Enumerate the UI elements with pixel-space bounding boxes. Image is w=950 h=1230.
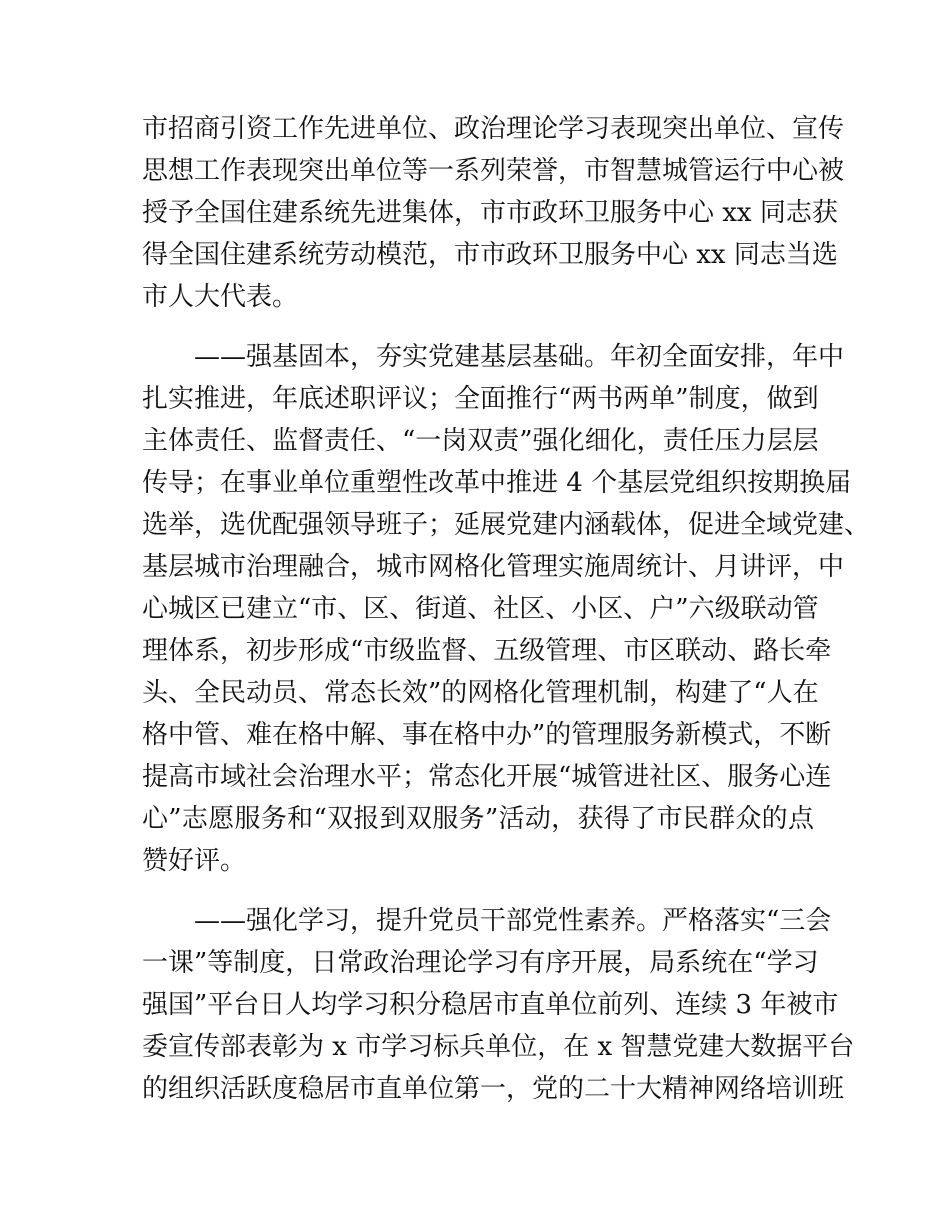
text-line: 心”志愿服务和“双报到双服务”活动，获得了市民群众的点 — [142, 804, 814, 834]
text-line: 的组织活跃度稳居市直单位第一，党的二十大精神网络培训班 — [142, 1074, 845, 1104]
text-line: 主体责任、监督责任、“一岗双责”强化细化，责任压力层层 — [142, 426, 819, 456]
text-line: ——强基固本，夯实党建基层基础。年初全面安排，年中 — [142, 342, 845, 372]
text-line: 提高市域社会治理水平；常态化开展“城管进社区、服务心连 — [142, 762, 832, 792]
text-line: 得全国住建系统劳动模范，市市政环卫服务中心 xx 同志当选 — [142, 240, 838, 270]
text-line: 市招商引资工作先进单位、政治理论学习表现突出单位、宣传 — [142, 114, 845, 144]
paragraph — [142, 900, 855, 1110]
text-line: ——强化学习，提升党员干部党性素养。严格落实“三会 — [142, 906, 832, 936]
document-body — [142, 108, 871, 1128]
text-line: 强国”平台日人均学习积分稳居市直单位前列、连续 3 年被市 — [142, 990, 839, 1020]
paragraph — [142, 336, 871, 882]
text-line: 基层城市治理融合，城市网格化管理实施周统计、月讲评，中 — [142, 552, 845, 582]
text-line: 授予全国住建系统先进集体，市市政环卫服务中心 xx 同志获 — [142, 198, 838, 228]
text-line: 选举，选优配强领导班子；延展党建内涵载体，促进全域党建、 — [142, 510, 871, 540]
text-line: 扎实推进，年底述职评议；全面推行“两书两单”制度，做到 — [142, 384, 819, 414]
text-line: 委宣传部表彰为 x 市学习标兵单位，在 x 智慧党建大数据平台 — [142, 1032, 855, 1062]
text-line: 传导；在事业单位重塑性改革中推进 4 个基层党组织按期换届 — [142, 468, 852, 498]
text-line: 格中管、难在格中解、事在格中办”的管理服务新模式，不断 — [142, 720, 832, 750]
text-line: 赞好评。 — [142, 846, 247, 876]
text-line: 思想工作表现突出单位等一系列荣誉，市智慧城管运行中心被 — [142, 156, 845, 186]
text-line: 市人大代表。 — [142, 282, 299, 312]
paragraph — [142, 108, 845, 318]
text-line: 一课”等制度，日常政治理论学习有序开展，局系统在“学习 — [142, 948, 819, 978]
text-line: 头、全民动员、常态长效”的网格化管理机制，构建了“人在 — [142, 678, 819, 708]
text-line: 心城区已建立“市、区、街道、社区、小区、户”六级联动管 — [142, 594, 819, 624]
text-line: 理体系，初步形成“市级监督、五级管理、市区联动、路长牵 — [142, 636, 832, 666]
